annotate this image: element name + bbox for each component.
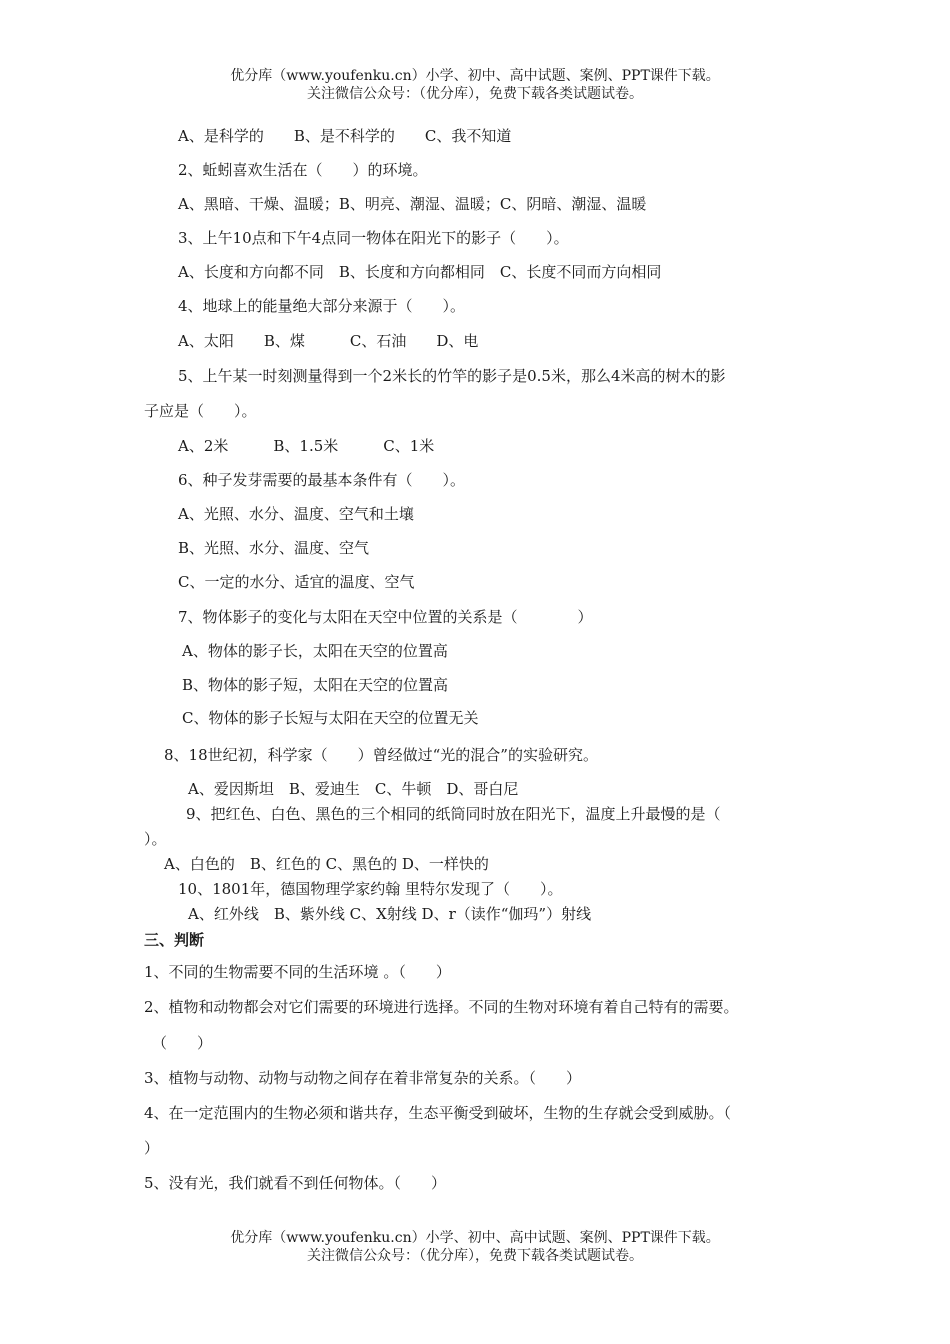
header-line-2: 关注微信公众号：（优分库），免费下载各类试题试卷。 xyxy=(307,86,643,102)
q5-text-line-2: 子应是（ ）。 xyxy=(144,402,257,420)
q1-options: A、是科学的 B、是不科学的 C、我不知道 xyxy=(178,127,512,145)
footer-line-2: 关注微信公众号：（优分库），免费下载各类试题试卷。 xyxy=(307,1248,643,1264)
judgment-1: 1、不同的生物需要不同的生活环境 。（ ） xyxy=(144,963,451,981)
q4-text: 4、地球上的能量绝大部分来源于（ ）。 xyxy=(178,297,466,315)
judgment-2-line-1: 2、植物和动物都会对它们需要的环境进行选择。不同的生物对环境有着自己特有的需要。 xyxy=(144,998,739,1016)
q9-text-line-1: 9、把红色、白色、黑色的三个相同的纸筒同时放在阳光下，温度上升最慢的是（ xyxy=(186,805,721,823)
q8-options: A、爱因斯坦 B、爱迪生 C、牛顿 D、哥白尼 xyxy=(188,780,519,798)
judgment-3: 3、植物与动物、动物与动物之间存在着非常复杂的关系。（ ） xyxy=(144,1069,582,1087)
judgment-2-line-2: （ ） xyxy=(152,1034,213,1052)
q2-text: 2、蚯蚓喜欢生活在（ ）的环境。 xyxy=(178,161,428,179)
q6-option-c: C、一定的水分、适宜的温度、空气 xyxy=(178,573,415,591)
q7-option-c: C、物体的影子长短与太阳在天空的位置无关 xyxy=(182,709,479,727)
q10-options: A、红外线 B、紫外线 C、X射线 D、r（读作“伽玛”）射线 xyxy=(188,905,592,923)
q6-text: 6、种子发芽需要的最基本条件有（ ）。 xyxy=(178,471,466,489)
header-line-1: 优分库（www.youfenku.cn）小学、初中、高中试题、案例、PPT课件下载。 xyxy=(230,68,720,84)
q5-text-line-1: 5、上午某一时刻测量得到一个2米长的竹竿的影子是0.5米，那么4米高的树木的影 xyxy=(178,367,726,385)
q6-option-a: A、光照、水分、温度、空气和土壤 xyxy=(178,505,414,523)
q7-option-a: A、物体的影子长，太阳在天空的位置高 xyxy=(182,642,448,660)
q7-text: 7、物体影子的变化与太阳在天空中位置的关系是（ ） xyxy=(178,608,593,626)
judgment-4-line-1: 4、在一定范围内的生物必须和谐共存，生态平衡受到破坏，生物的生存就会受到威胁。（ xyxy=(144,1104,732,1122)
q3-options: A、长度和方向都不同 B、长度和方向都相同 C、长度不同而方向相同 xyxy=(178,263,662,281)
q7-option-b: B、物体的影子短，太阳在天空的位置高 xyxy=(182,676,449,694)
q9-text-line-2: ）。 xyxy=(144,830,167,848)
footer-line-1: 优分库（www.youfenku.cn）小学、初中、高中试题、案例、PPT课件下载。 xyxy=(230,1230,720,1246)
q5-options: A、2米 B、1.5米 C、1米 xyxy=(178,437,435,455)
judgment-4-line-2: ） xyxy=(144,1139,160,1157)
q6-option-b: B、光照、水分、温度、空气 xyxy=(178,539,370,557)
q8-text: 8、18世纪初，科学家（ ）曾经做过“光的混合”的实验研究。 xyxy=(164,746,598,764)
q2-options: A、黑暗、干燥、温暖；B、明亮、潮湿、温暖；C、阴暗、潮湿、温暖 xyxy=(178,195,647,213)
q4-options: A、太阳 B、煤 C、石油 D、电 xyxy=(178,332,479,350)
q9-options: A、白色的 B、红色的 C、黑色的 D、一样快的 xyxy=(164,855,489,873)
q3-text: 3、上午10点和下午4点同一物体在阳光下的影子（ ）。 xyxy=(178,229,569,247)
q10-text: 10、1801年，德国物理学家约翰 里特尔发现了（ ）。 xyxy=(178,880,563,898)
judgment-5: 5、没有光，我们就看不到任何物体。（ ） xyxy=(144,1174,447,1192)
judgment-section-title: 三、判断 xyxy=(144,931,205,949)
